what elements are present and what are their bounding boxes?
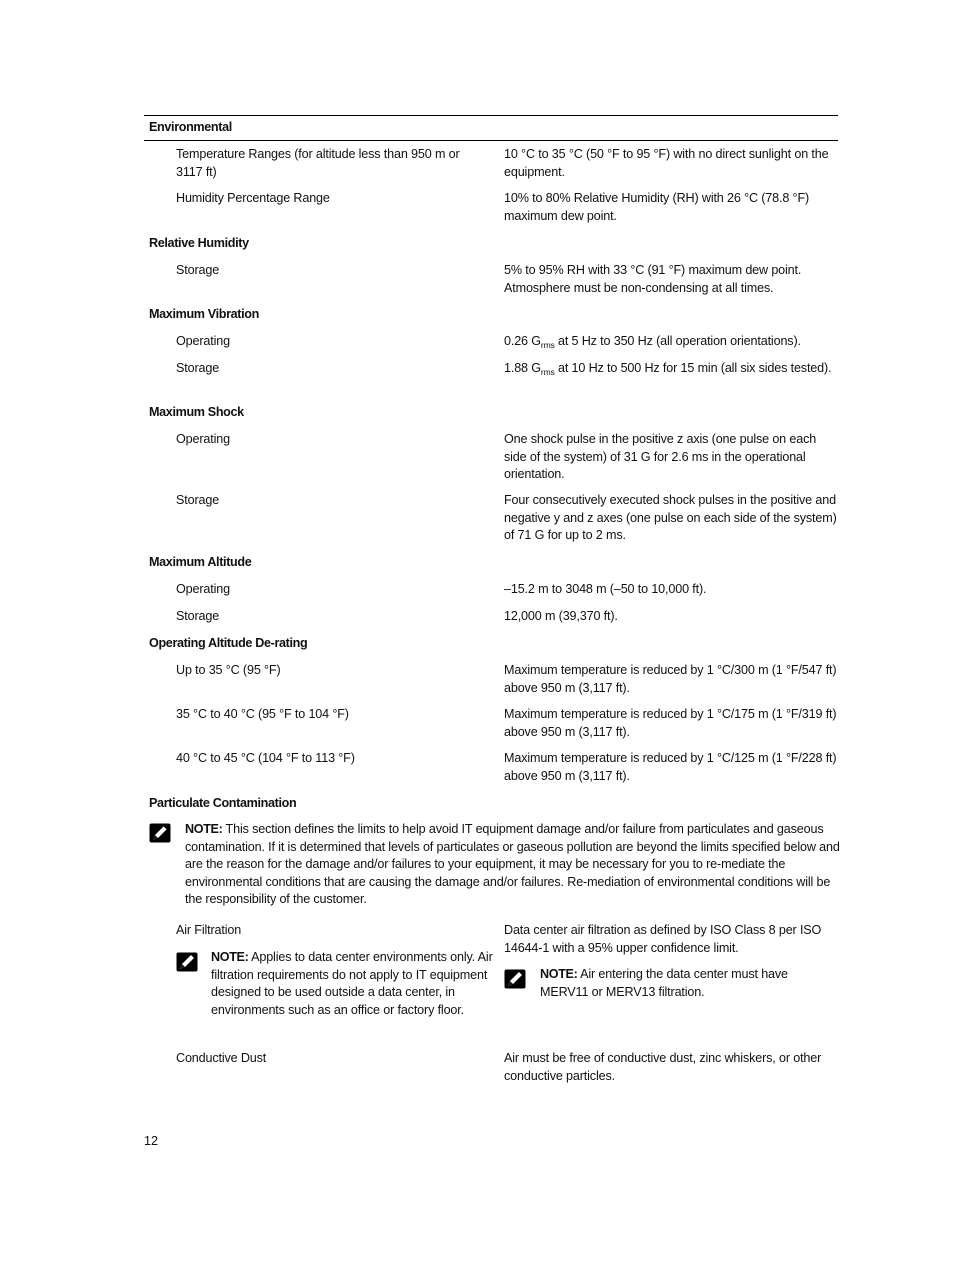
altitude-storage-label: Storage: [176, 609, 220, 623]
table-header-rule: [144, 140, 838, 141]
table-header: Environmental: [149, 120, 232, 134]
rh-storage-value: 5% to 95% RH with 33 °C (91 °F) maximum dew point. Atmosphere must be non-condensing at all times.: [504, 263, 802, 295]
altitude-operating-label: Operating: [176, 582, 230, 596]
temperature-value: 10 °C to 35 °C (50 °F to 95 °F) with no direct sunlight on the equipment.: [504, 147, 829, 179]
air-filtration-note-right: NOTE: Air entering the data center must have MERV11 or MERV13 filtration.: [540, 967, 788, 999]
derating-row-value: Maximum temperature is reduced by 1 °C/175 m (1 °F/319 ft) above 950 m (3,117 ft).: [504, 707, 837, 739]
derating-row-value: Maximum temperature is reduced by 1 °C/125 m (1 °F/228 ft) above 950 m (3,117 ft).: [504, 751, 837, 783]
derating-heading: Operating Altitude De-rating: [149, 636, 308, 650]
relative-humidity-heading: Relative Humidity: [149, 236, 249, 250]
air-filtration-value: Data center air filtration as defined by ISO Class 8 per ISO 14644-1 with a 95% upper confidence limit.: [504, 923, 822, 955]
derating-row-label: Up to 35 °C (95 °F): [176, 663, 281, 677]
temperature-label: Temperature Ranges (for altitude less than 950 m or 3117 ft): [176, 147, 460, 179]
note-pencil-icon: [149, 823, 171, 843]
derating-row-label: 40 °C to 45 °C (104 °F to 113 °F): [176, 751, 355, 765]
air-filtration-note-left: NOTE: Applies to data center environments only. Air filtration requirements do not apply to IT equipment designed to be used outside a data center, in environments such as an office or factory floor.: [211, 950, 493, 1017]
vibration-operating-label: Operating: [176, 334, 230, 348]
derating-row-value: Maximum temperature is reduced by 1 °C/300 m (1 °F/547 ft) above 950 m (3,117 ft).: [504, 663, 837, 695]
vibration-operating-value: 0.26 $G_{rms}$ at 5 Hz to 350 Hz (all operation orientations).: [504, 334, 801, 350]
shock-operating-label: Operating: [176, 432, 230, 446]
note-pencil-icon: [504, 969, 526, 989]
vibration-storage-label: Storage: [176, 361, 220, 375]
vibration-storage-value: 1.88 $G_{rms}$ at 10 Hz to 500 Hz for 15 min (all six sides tested).: [504, 361, 832, 377]
note-pencil-icon: [176, 952, 198, 972]
max-vibration-heading: Maximum Vibration: [149, 307, 259, 321]
particulate-note: NOTE: This section defines the limits to help avoid IT equipment damage and/or failure from particulates and gaseous contamination. If it is determined that levels of particulates or gaseous pollution are beyond the limits specified below and are the reason for the damage and/or failures to your equipment, it may be necessary for you to re-mediate the environmental conditions that are causing the damage and/or failures. Re-mediation of environmental conditions will be the responsibility of the customer.: [185, 822, 840, 906]
humidity-value: 10% to 80% Relative Humidity (RH) with 26 °C (78.8 °F) maximum dew point.: [504, 191, 810, 223]
max-shock-heading: Maximum Shock: [149, 405, 244, 419]
max-altitude-heading: Maximum Altitude: [149, 555, 252, 569]
shock-operating-value: One shock pulse in the positive z axis (one pulse on each side of the system) of 31 G for 2.6 ms in the operational orientation.: [504, 432, 817, 481]
shock-storage-label: Storage: [176, 493, 220, 507]
page-number: 12: [144, 1134, 159, 1148]
particulate-heading: Particulate Contamination: [149, 796, 297, 810]
derating-row-label: 35 °C to 40 °C (95 °F to 104 °F): [176, 707, 349, 721]
air-filtration-label: Air Filtration: [176, 923, 242, 937]
table-top-rule: [144, 115, 838, 116]
rh-storage-label: Storage: [176, 263, 220, 277]
conductive-dust-value: Air must be free of conductive dust, zinc whiskers, or other conductive particles.: [504, 1051, 822, 1083]
altitude-operating-value: –15.2 m to 3048 m (–50 to 10,000 ft).: [504, 582, 707, 596]
humidity-label: Humidity Percentage Range: [176, 191, 330, 205]
altitude-storage-value: 12,000 m (39,370 ft).: [504, 609, 618, 623]
conductive-dust-label: Conductive Dust: [176, 1051, 267, 1065]
shock-storage-value: Four consecutively executed shock pulses in the positive and negative y and z axes (one pulse on each side of the system) of 71 G for up to 2 ms.: [504, 493, 837, 542]
